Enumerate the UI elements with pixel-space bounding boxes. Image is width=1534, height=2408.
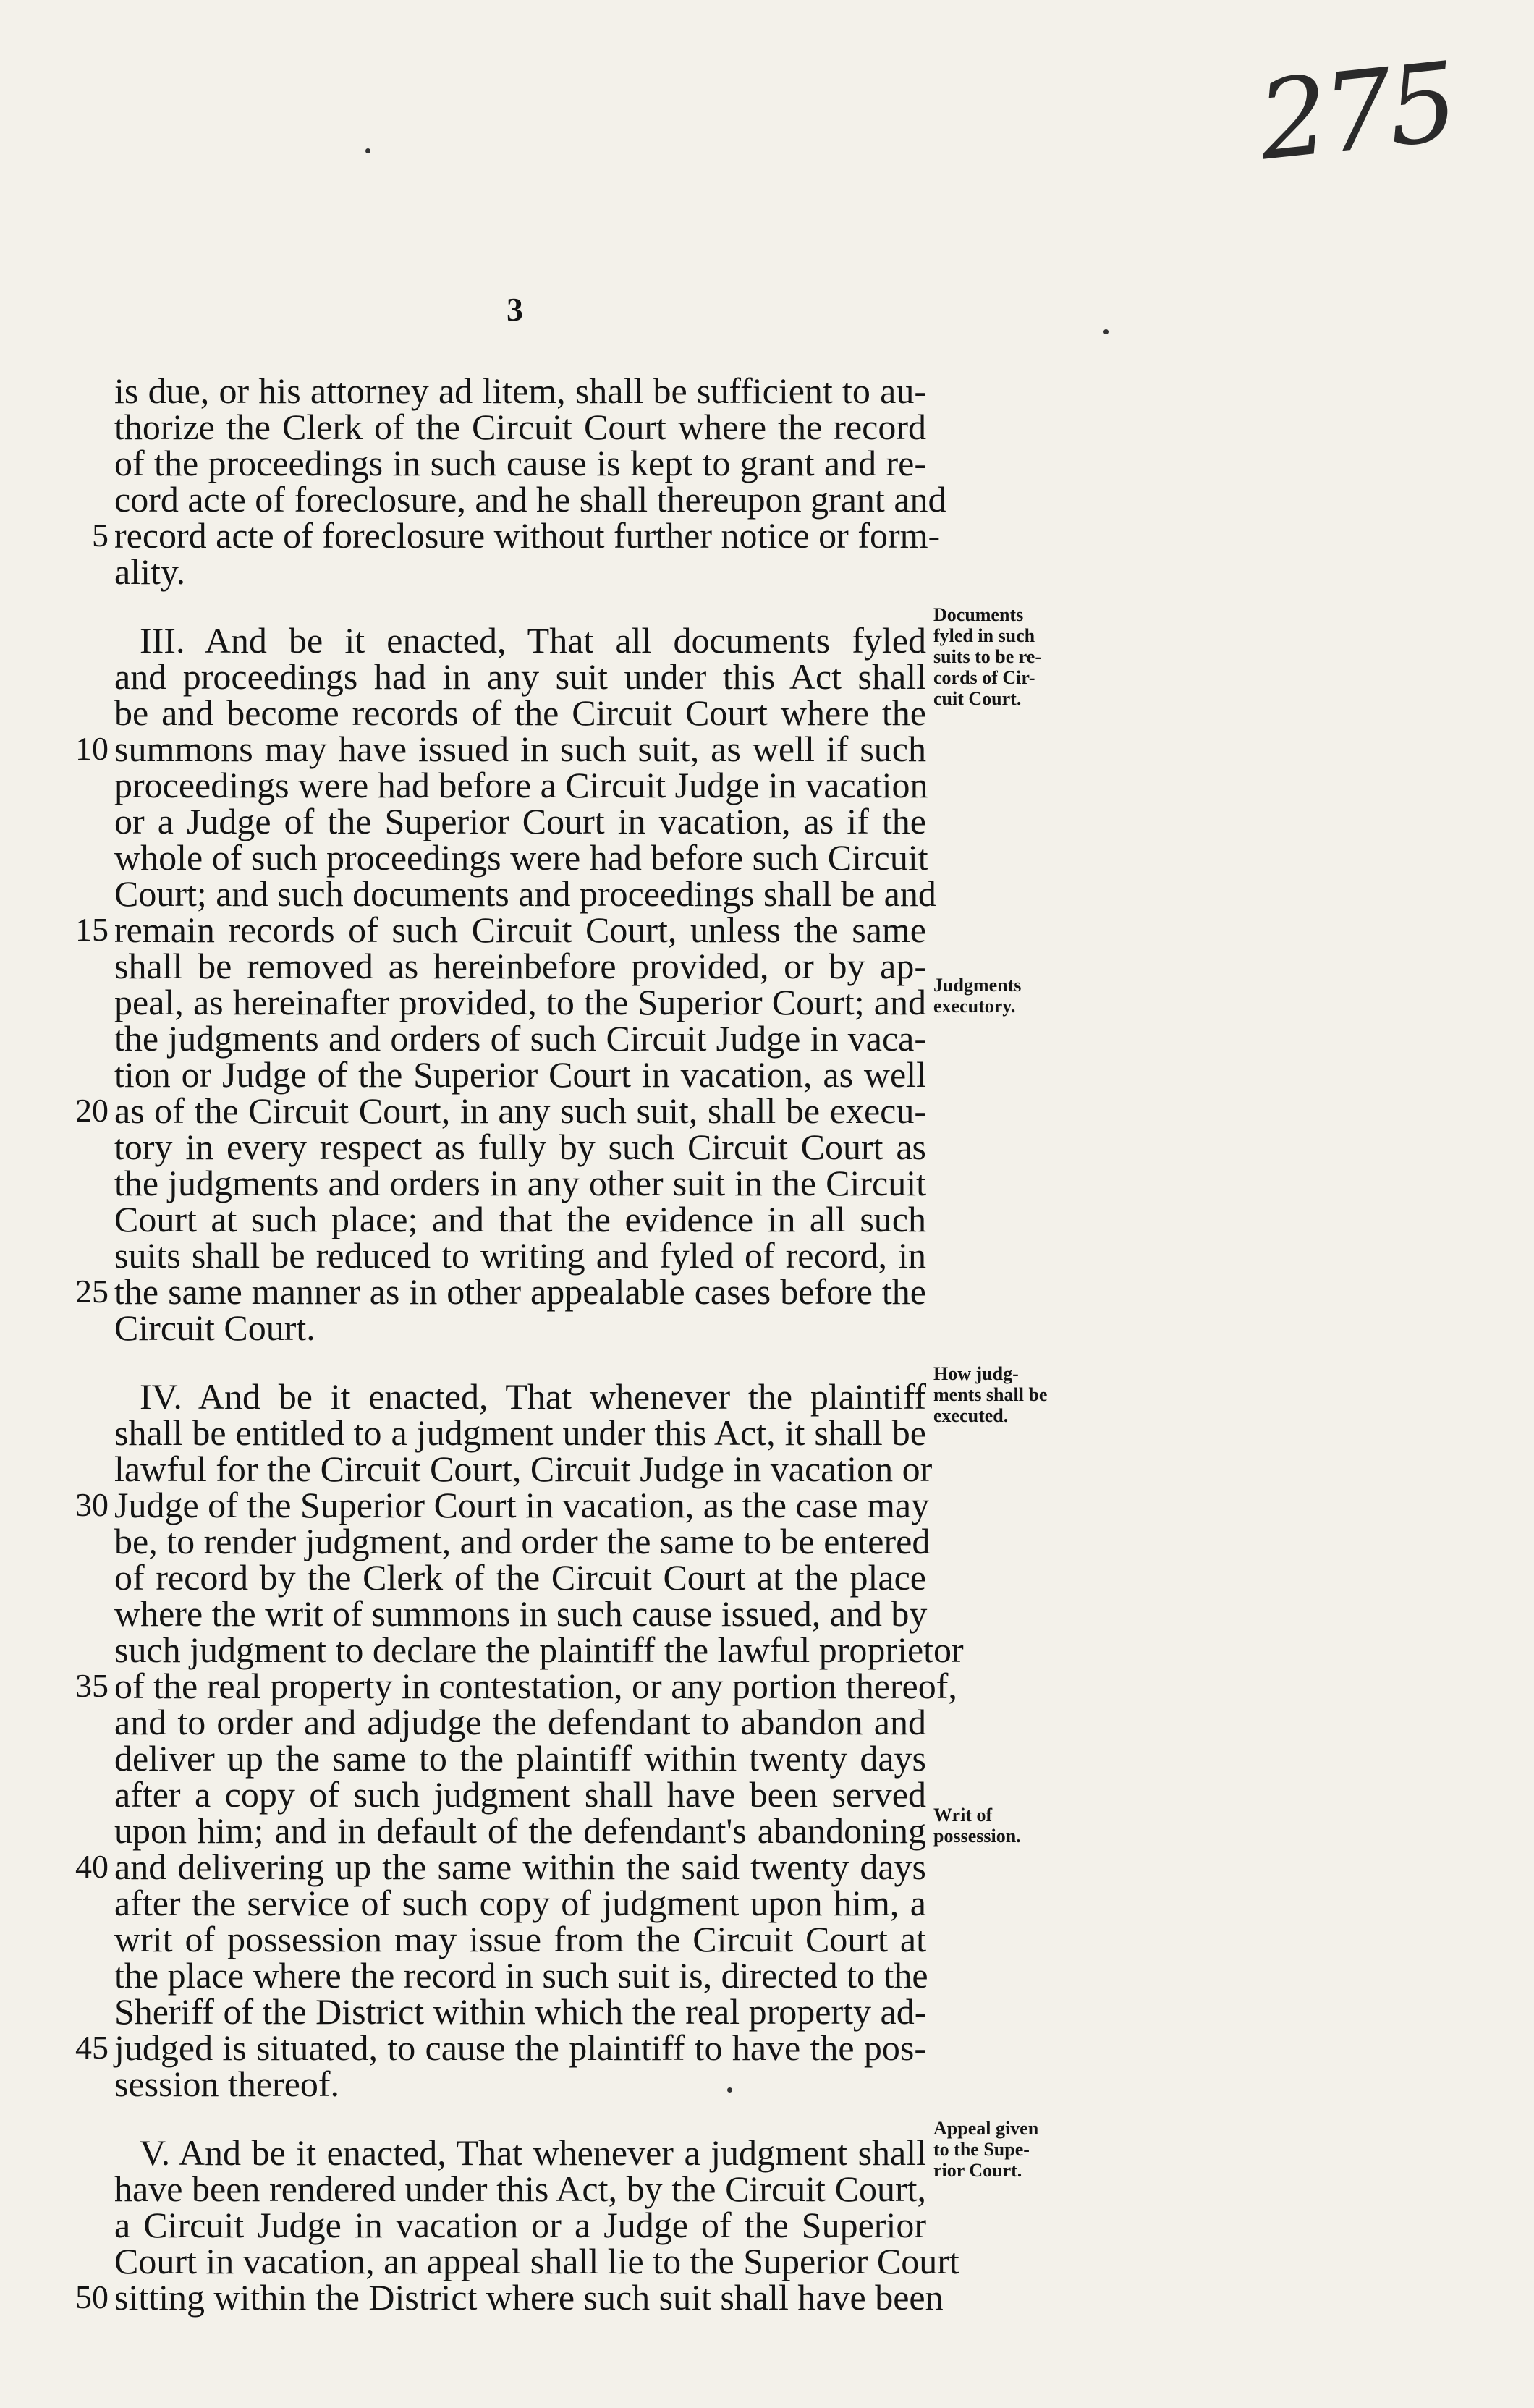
text-line: ality. [114, 551, 186, 592]
text-line: the same manner as in other appealable cases before the [114, 1271, 926, 1312]
margin-note: Writ of possession. [933, 1805, 1021, 1847]
text-line: suits shall be reduced to writing and fyled of record, in [114, 1235, 926, 1276]
text-line: the judgments and orders of such Circuit Judge in vaca- [114, 1018, 926, 1059]
text-line: record acte of foreclosure without further notice or form- [114, 515, 941, 556]
text-line: as of the Circuit Court, in any such suit, shall be execu- [114, 1090, 926, 1131]
margin-note: Documents fyled in such suits to be re- cords of Cir- cuit Court. [933, 604, 1042, 709]
folio-number: 275 [1253, 39, 1459, 185]
text-line: shall be entitled to a judgment under this Act, it shall be [114, 1412, 926, 1453]
line-number: 5 [92, 517, 109, 554]
text-line: Circuit Court. [114, 1307, 315, 1348]
text-line: summons may have issued in such suit, as well if such [114, 729, 926, 769]
text-line: after a copy of such judgment shall have been served [114, 1774, 926, 1815]
text-line: III. And be it enacted, That all documents fyled [140, 620, 926, 661]
text-line: the judgments and orders in any other suit in the Circuit [114, 1163, 926, 1203]
line-number: 45 [75, 2029, 109, 2066]
text-line: of the proceedings in such cause is kept to grant and re- [114, 443, 926, 483]
text-line: Court; and such documents and proceedings shall be and [114, 873, 936, 914]
text-line: tory in every respect as fully by such Circuit Court as [114, 1127, 926, 1167]
text-line: is due, or his attorney ad litem, shall be sufficient to au- [114, 370, 926, 411]
text-line: and to order and adjudge the defendant to abandon and [114, 1702, 926, 1742]
margin-note: Judgments executory. [933, 975, 1022, 1017]
text-line: after the service of such copy of judgment upon him, a [114, 1883, 926, 1923]
text-line: be and become records of the Circuit Court where the [114, 692, 926, 733]
ink-speck [1103, 329, 1109, 334]
line-number: 25 [75, 1273, 109, 1310]
margin-note: How judg- ments shall be executed. [933, 1363, 1048, 1426]
ink-speck [365, 148, 370, 153]
text-line: Court in vacation, an appeal shall lie to the Superior Court [114, 2241, 959, 2281]
margin-note: Appeal given to the Supe- rior Court. [933, 2118, 1039, 2181]
text-line: Court at such place; and that the evidence in all such [114, 1199, 926, 1239]
line-number: 35 [75, 1667, 109, 1704]
text-line: V. And be it enacted, That whenever a judgment shall [140, 2132, 926, 2173]
line-number: 10 [75, 730, 109, 767]
page-number: 3 [507, 291, 523, 328]
text-line: proceedings were had before a Circuit Judge in vacation [114, 765, 928, 805]
text-line: deliver up the same to the plaintiff within twenty days [114, 1738, 926, 1779]
line-number: 15 [75, 911, 109, 948]
text-line: remain records of such Circuit Court, unless the same [114, 910, 926, 950]
line-number: 30 [75, 1486, 109, 1523]
text-line: Judge of the Superior Court in vacation, as the case may [114, 1485, 930, 1525]
ink-speck [727, 2087, 732, 2093]
text-line: whole of such proceedings were had before such Circuit [114, 837, 928, 878]
text-line: IV. And be it enacted, That whenever the plaintiff [140, 1376, 926, 1417]
text-line: peal, as hereinafter provided, to the Superior Court; and [114, 982, 926, 1022]
text-line: sitting within the District where such suit shall have been [114, 2277, 944, 2318]
line-number: 40 [75, 1848, 109, 1885]
text-line: be, to render judgment, and order the same to be entered [114, 1521, 931, 1561]
text-line: and delivering up the same within the said twenty days [114, 1847, 926, 1887]
text-line: where the writ of summons in such cause issued, and by [114, 1593, 928, 1634]
text-line: upon him; and in default of the defendant's abandoning [114, 1810, 926, 1851]
text-line: or a Judge of the Superior Court in vacation, as if the [114, 801, 926, 841]
text-line: and proceedings had in any suit under this Act shall [114, 656, 926, 697]
text-line: session thereof. [114, 2064, 340, 2104]
text-line: lawful for the Circuit Court, Circuit Judge in vacation or [114, 1449, 933, 1489]
text-line: judged is situated, to cause the plaintiff to have the pos- [114, 2027, 926, 2068]
line-number: 50 [75, 2278, 109, 2315]
text-line: writ of possession may issue from the Circuit Court at [114, 1919, 926, 1959]
text-line: tion or Judge of the Superior Court in vacation, as well [114, 1054, 926, 1095]
line-number: 20 [75, 1092, 109, 1129]
text-line: have been rendered under this Act, by the Circuit Court, [114, 2169, 926, 2209]
text-line: shall be removed as hereinbefore provided, or by ap- [114, 946, 926, 986]
text-line: Sheriff of the District within which the real property ad- [114, 1991, 927, 2032]
text-line: a Circuit Judge in vacation or a Judge of the Superior [114, 2205, 926, 2245]
text-line: the place where the record in such suit is, directed to the [114, 1955, 928, 1996]
text-line: such judgment to declare the plaintiff the lawful proprietor [114, 1629, 964, 1670]
text-line: thorize the Clerk of the Circuit Court where the record [114, 407, 926, 447]
text-line: of the real property in contestation, or any portion thereof, [114, 1666, 957, 1706]
text-line: cord acte of foreclosure, and he shall thereupon grant and [114, 479, 946, 520]
text-line: of record by the Clerk of the Circuit Court at the place [114, 1557, 926, 1598]
